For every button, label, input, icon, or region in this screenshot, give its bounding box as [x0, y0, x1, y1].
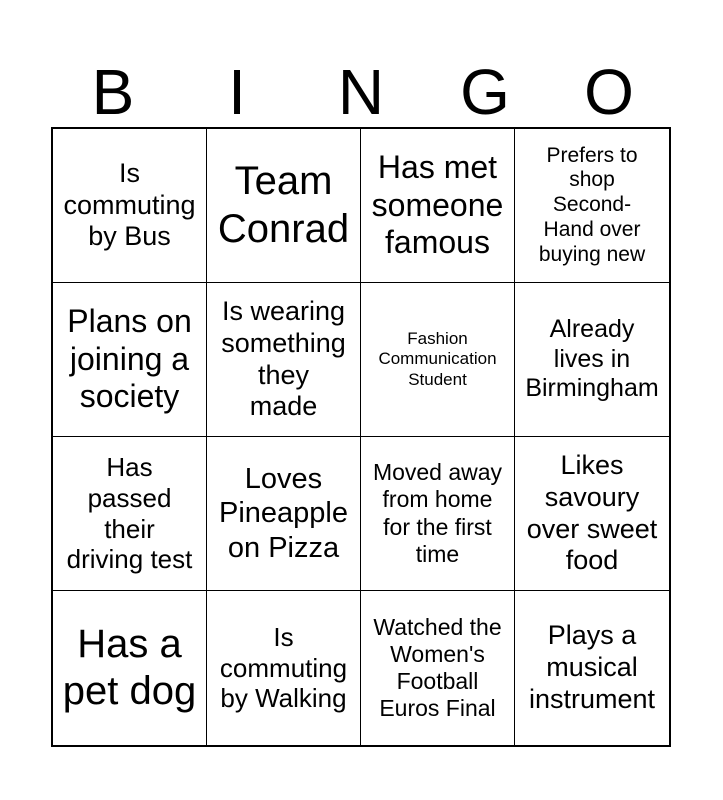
header-letter-g: G [460, 56, 510, 128]
bingo-cell-text: Already lives in Birmingham [525, 315, 659, 403]
header-letter-n: N [337, 56, 385, 128]
bingo-cell-r4c4[interactable] [515, 591, 669, 745]
bingo-cell-text: Watched the Women's Football Euros Final [373, 613, 502, 722]
bingo-cell-text: Is commuting by Walking [219, 621, 348, 714]
bingo-cell-r1c1[interactable] [53, 129, 207, 283]
bingo-cell-text: Plans on joining a society [67, 302, 192, 415]
bingo-cell-text: Moved away from home for the first time [372, 459, 503, 567]
bingo-cell-text: Fashion Communication Student [378, 329, 497, 389]
bingo-board [51, 127, 671, 747]
bingo-cell-text: Is wearing something they made [221, 295, 346, 422]
bingo-cell-text: Plays a musical instrument [528, 620, 656, 714]
bingo-cell-r1c4[interactable] [515, 129, 669, 283]
bingo-cell-r3c2[interactable] [207, 437, 361, 591]
bingo-cell-r2c3[interactable] [361, 283, 515, 437]
bingo-header [51, 56, 671, 128]
bingo-cell-text: Prefers to shop Second- Hand over buying new [538, 143, 646, 266]
bingo-cell-text: Has met someone famous [371, 148, 504, 261]
bingo-cell-text: Is commuting by Bus [63, 157, 196, 252]
bingo-cell-r2c2[interactable] [207, 283, 361, 437]
header-letter-i: I [228, 56, 246, 128]
bingo-cell-r1c2[interactable] [207, 129, 361, 283]
bingo-cell-r2c4[interactable] [515, 283, 669, 437]
bingo-cell-r3c4[interactable] [515, 437, 669, 591]
header-letter-b: B [91, 56, 135, 128]
bingo-cell-text: Has passed their driving test [66, 452, 193, 575]
bingo-cell-r2c1[interactable] [53, 283, 207, 437]
bingo-cell-r4c1[interactable] [53, 591, 207, 745]
bingo-cell-text: Loves Pineapple on Pizza [219, 463, 348, 564]
bingo-cell-text: Likes savoury over sweet food [526, 449, 658, 576]
bingo-cell-text: Has a pet dog [62, 621, 197, 713]
bingo-cell-r3c1[interactable] [53, 437, 207, 591]
bingo-cell-text: Team Conrad [217, 159, 350, 251]
header-letter-o: O [584, 56, 634, 128]
bingo-cell-r3c3[interactable] [361, 437, 515, 591]
bingo-cell-r4c3[interactable] [361, 591, 515, 745]
bingo-cell-r4c2[interactable] [207, 591, 361, 745]
bingo-cell-r1c3[interactable] [361, 129, 515, 283]
